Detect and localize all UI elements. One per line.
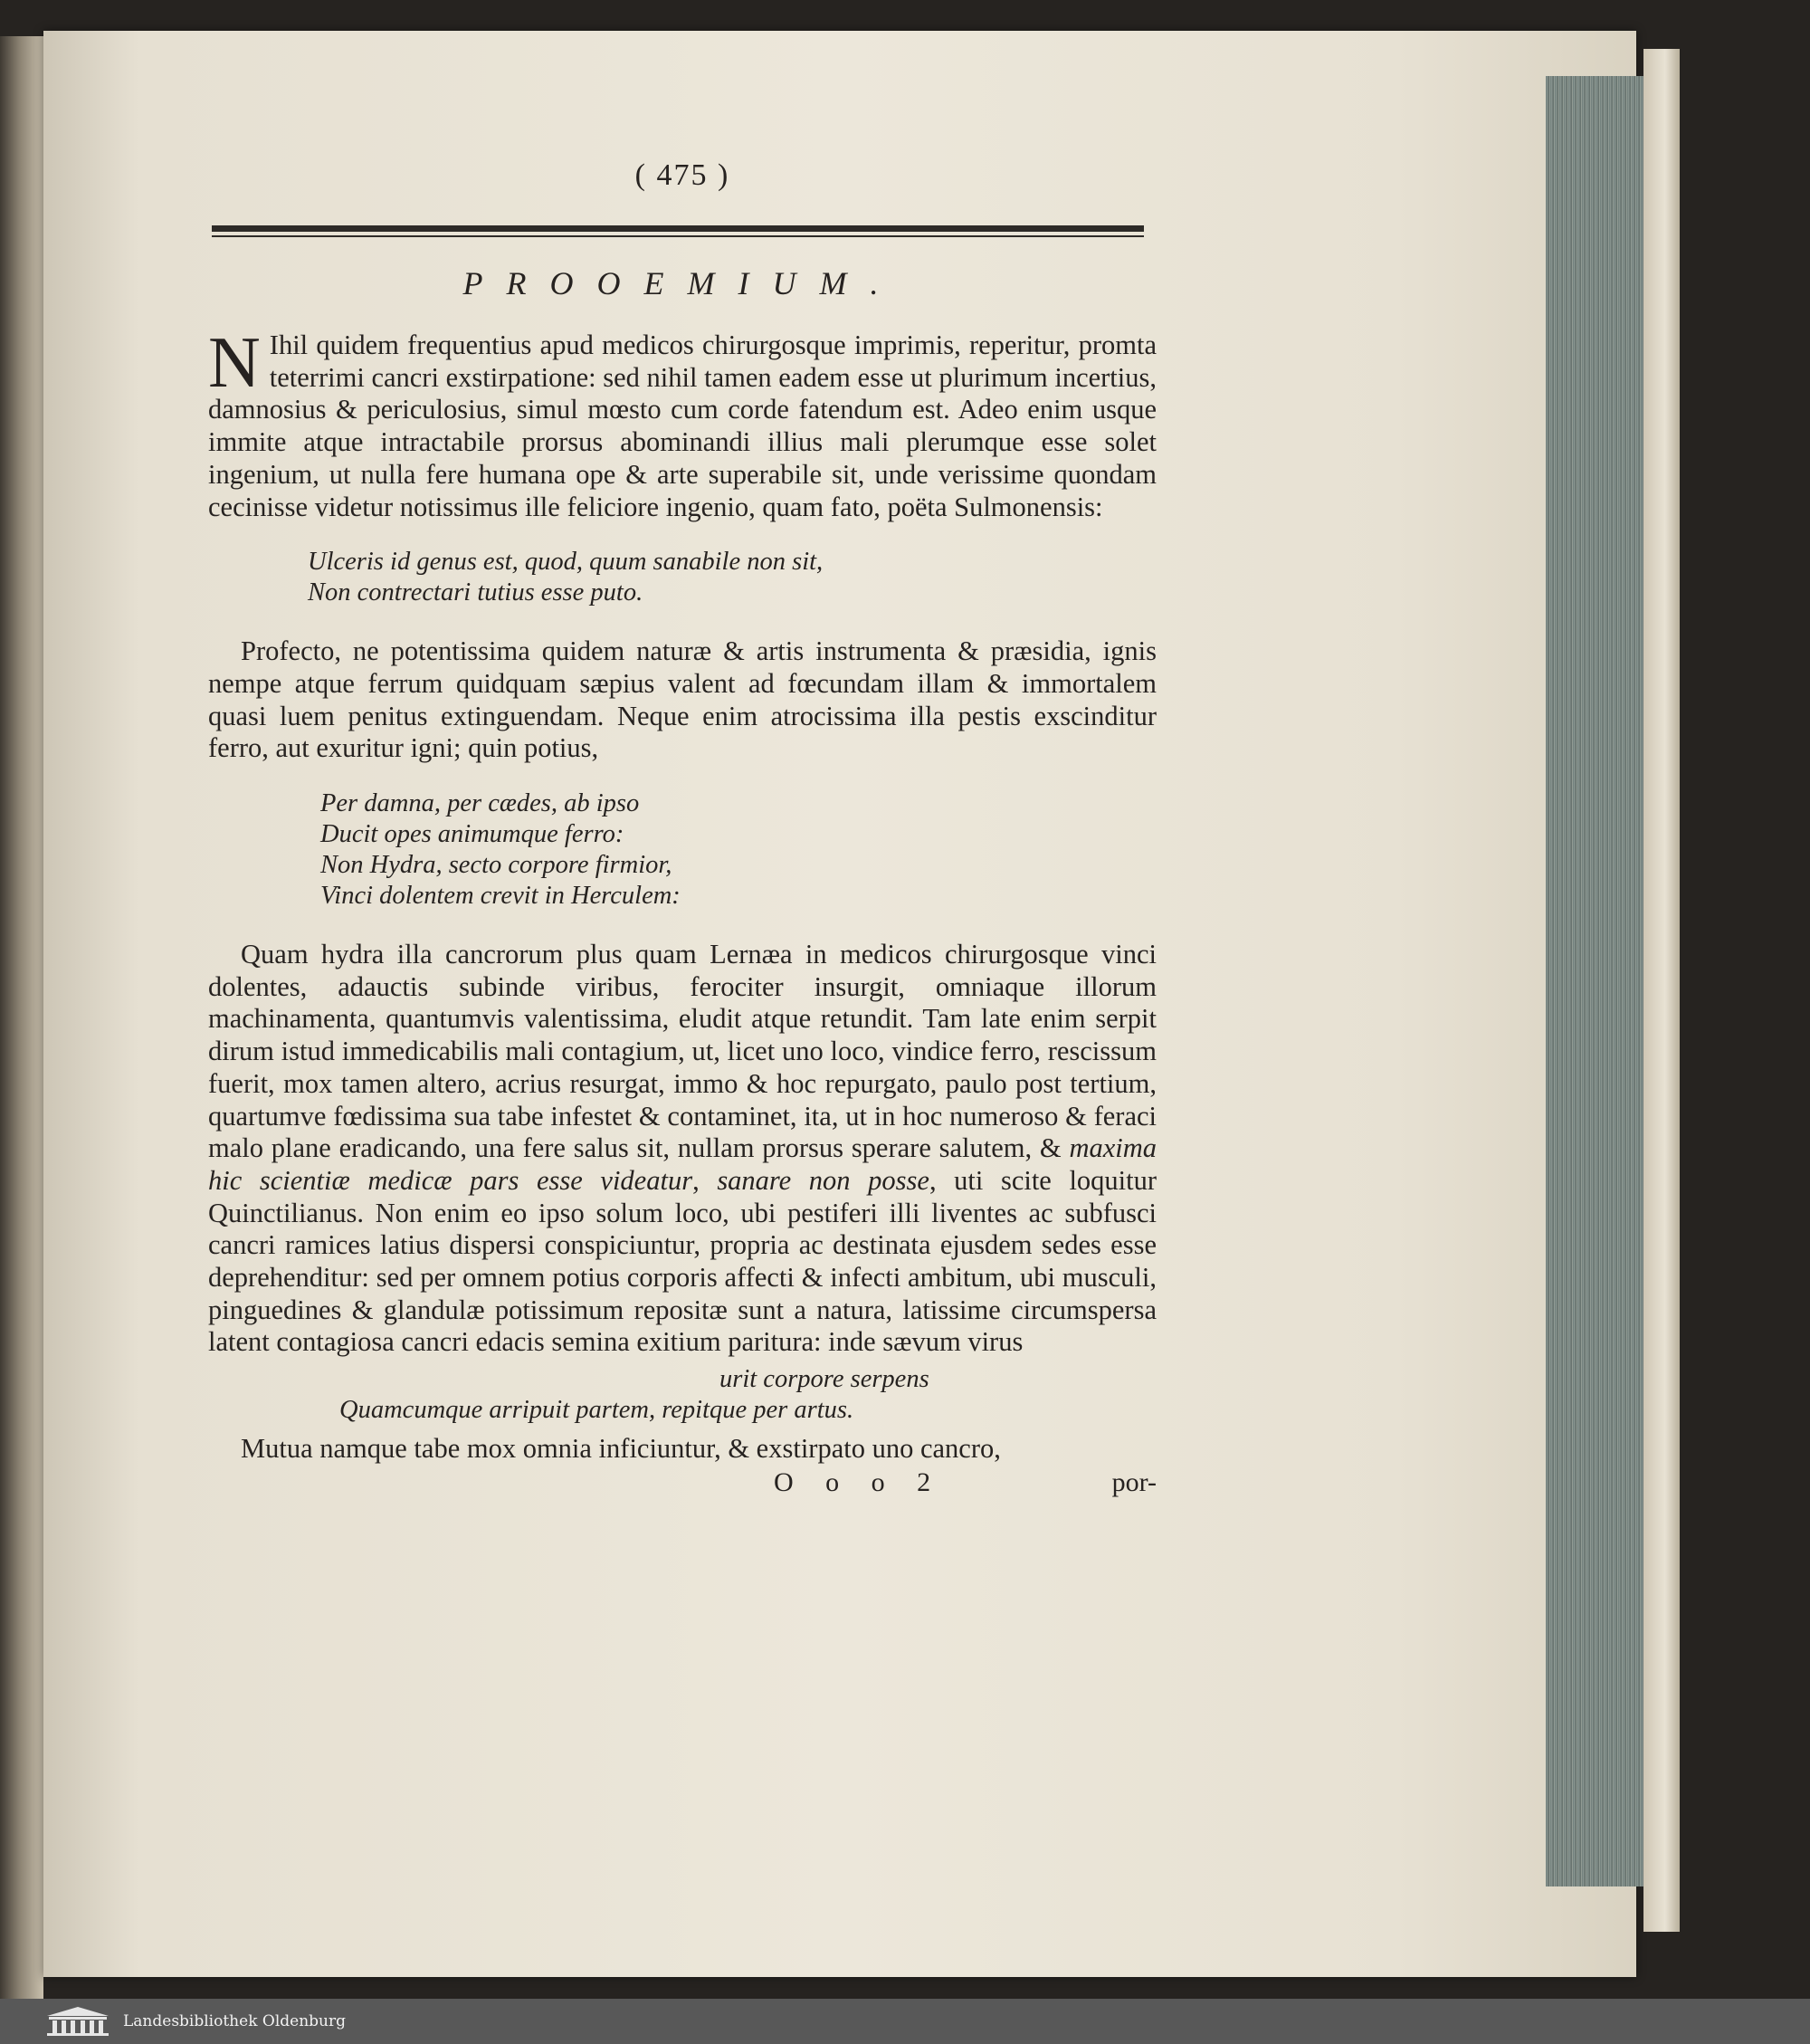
previous-page-edge bbox=[0, 36, 43, 1999]
verse-quotation-3-line-1: urit corpore serpens bbox=[719, 1365, 929, 1394]
page-number: ( 475 ) bbox=[634, 158, 730, 192]
drop-cap: N bbox=[208, 323, 261, 403]
page-stack-edge bbox=[1546, 76, 1643, 1886]
catchword: por- bbox=[1111, 1466, 1157, 1497]
verse-line: Ulceris id genus est, quod, quum sanabile non sit, bbox=[308, 548, 824, 577]
paragraph-3 bbox=[208, 939, 1157, 1359]
paragraph-3-italic-phrase: sanare non posse bbox=[717, 1164, 929, 1196]
library-building-icon bbox=[42, 2005, 114, 2038]
header-rule bbox=[212, 225, 1144, 237]
paragraph-3-end: , uti scite loquitur Quinctilianus. Non enim eo ipso solum loco, ubi pestiferi illi liventes ac subfusci cancri ramices latius dispersi conspiciuntur, propria ac destinata ejusdem sedes esse deprehenditur: sed per omnem potius corporis affecti & infecti ambitum, ubi musculi, pinguedines & glandulæ potissimum repositæ sunt a natura, latissime circumspersa latent contagiosa cancri edacis semina exitium paritura: inde sævum virus bbox=[208, 1164, 1157, 1358]
paragraph-2: Profecto, ne potentissima quidem naturæ & artis instrumenta & præsidia, ignis nempe atque ferrum quidquam sæpius valent ad fœcundam illam & immortalem quasi luem penitus extinguendam. Neque enim atrocissima illa pestis exscinditur ferro, aut exuritur igni; quin potius, bbox=[208, 635, 1157, 764]
paragraph-3-start: Quam hydra illa cancrorum plus quam Lernæa in medicos chirurgosque vinci dolentes, adauctis subinde viribus, ferociter insurgit, omniaque illorum machinamenta, quantumvis valentissima, eludit atque retundit. Tam late enim serpit dirum istud immedicabilis mali contagium, ut, licet uno loco, vindice ferro, rescissum fuerit, mox tamen altero, acrius resurgat, immo & hoc repurgato, paulo post tertium, quartumve fœdissima sua tabe infestet & contaminet, ita, ut in hoc numeroso & feraci malo plane eradicando, una fere salus sit, nullam prorsus sperare salutem, bbox=[208, 939, 1157, 1164]
page-footer-line bbox=[208, 1467, 1157, 1500]
verse-line: Ducit opes animumque ferro: bbox=[320, 820, 624, 849]
paragraph-3-comma: , bbox=[692, 1164, 718, 1196]
book-cover-edge bbox=[1643, 49, 1680, 1932]
last-text-line: Mutua namque tabe mox omnia inficiuntur, & exstirpato uno cancro, bbox=[241, 1433, 1001, 1465]
section-heading: PROOEMIUM. bbox=[462, 265, 902, 301]
paragraph-3-amp: & bbox=[1039, 1132, 1070, 1164]
verse-line: Per damna, per cædes, ab ipso bbox=[320, 789, 640, 818]
verse-quotation-1 bbox=[308, 547, 1157, 608]
paragraph-1-text: Ihil quidem frequentius apud medicos chirurgosque imprimis, reperitur, promta teterrimi cancri exstirpatione: sed nihil tamen eadem esse ut plurimum incertius, damnosius & periculosius, simul mœsto cum corde fatendum est. Adeo enim usque immite atque intractabile prorsus abominandi illius mali plerumque esse solet ingenium, ut nulla fere humana ope & arte superabile sit, unde verissime quondam cecinisse videtur notissimus ille feliciore ingenio, quam fato, poëta Sulmonensis: bbox=[208, 330, 1157, 522]
paragraph-3-italic-quote: maxima hic scientiæ medicæ pars esse videatur bbox=[208, 1132, 1157, 1196]
library-name: Landesbibliothek Oldenburg bbox=[123, 2012, 347, 2030]
verse-line: Non contrectari tutius esse puto. bbox=[308, 578, 643, 607]
verse-quotation-2 bbox=[320, 788, 1157, 912]
paragraph-1 bbox=[208, 323, 1157, 523]
verse-line: Vinci dolentem crevit in Herculem: bbox=[320, 882, 681, 911]
verse-line: Non Hydra, secto corpore firmior, bbox=[320, 851, 672, 880]
library-footer-bar bbox=[0, 1999, 1810, 2044]
signature-mark: O o o 2 bbox=[774, 1466, 944, 1497]
page-text-block bbox=[208, 158, 1157, 1500]
verse-quotation-3-line-2: Quamcumque arripuit partem, repitque per artus. bbox=[339, 1396, 854, 1425]
